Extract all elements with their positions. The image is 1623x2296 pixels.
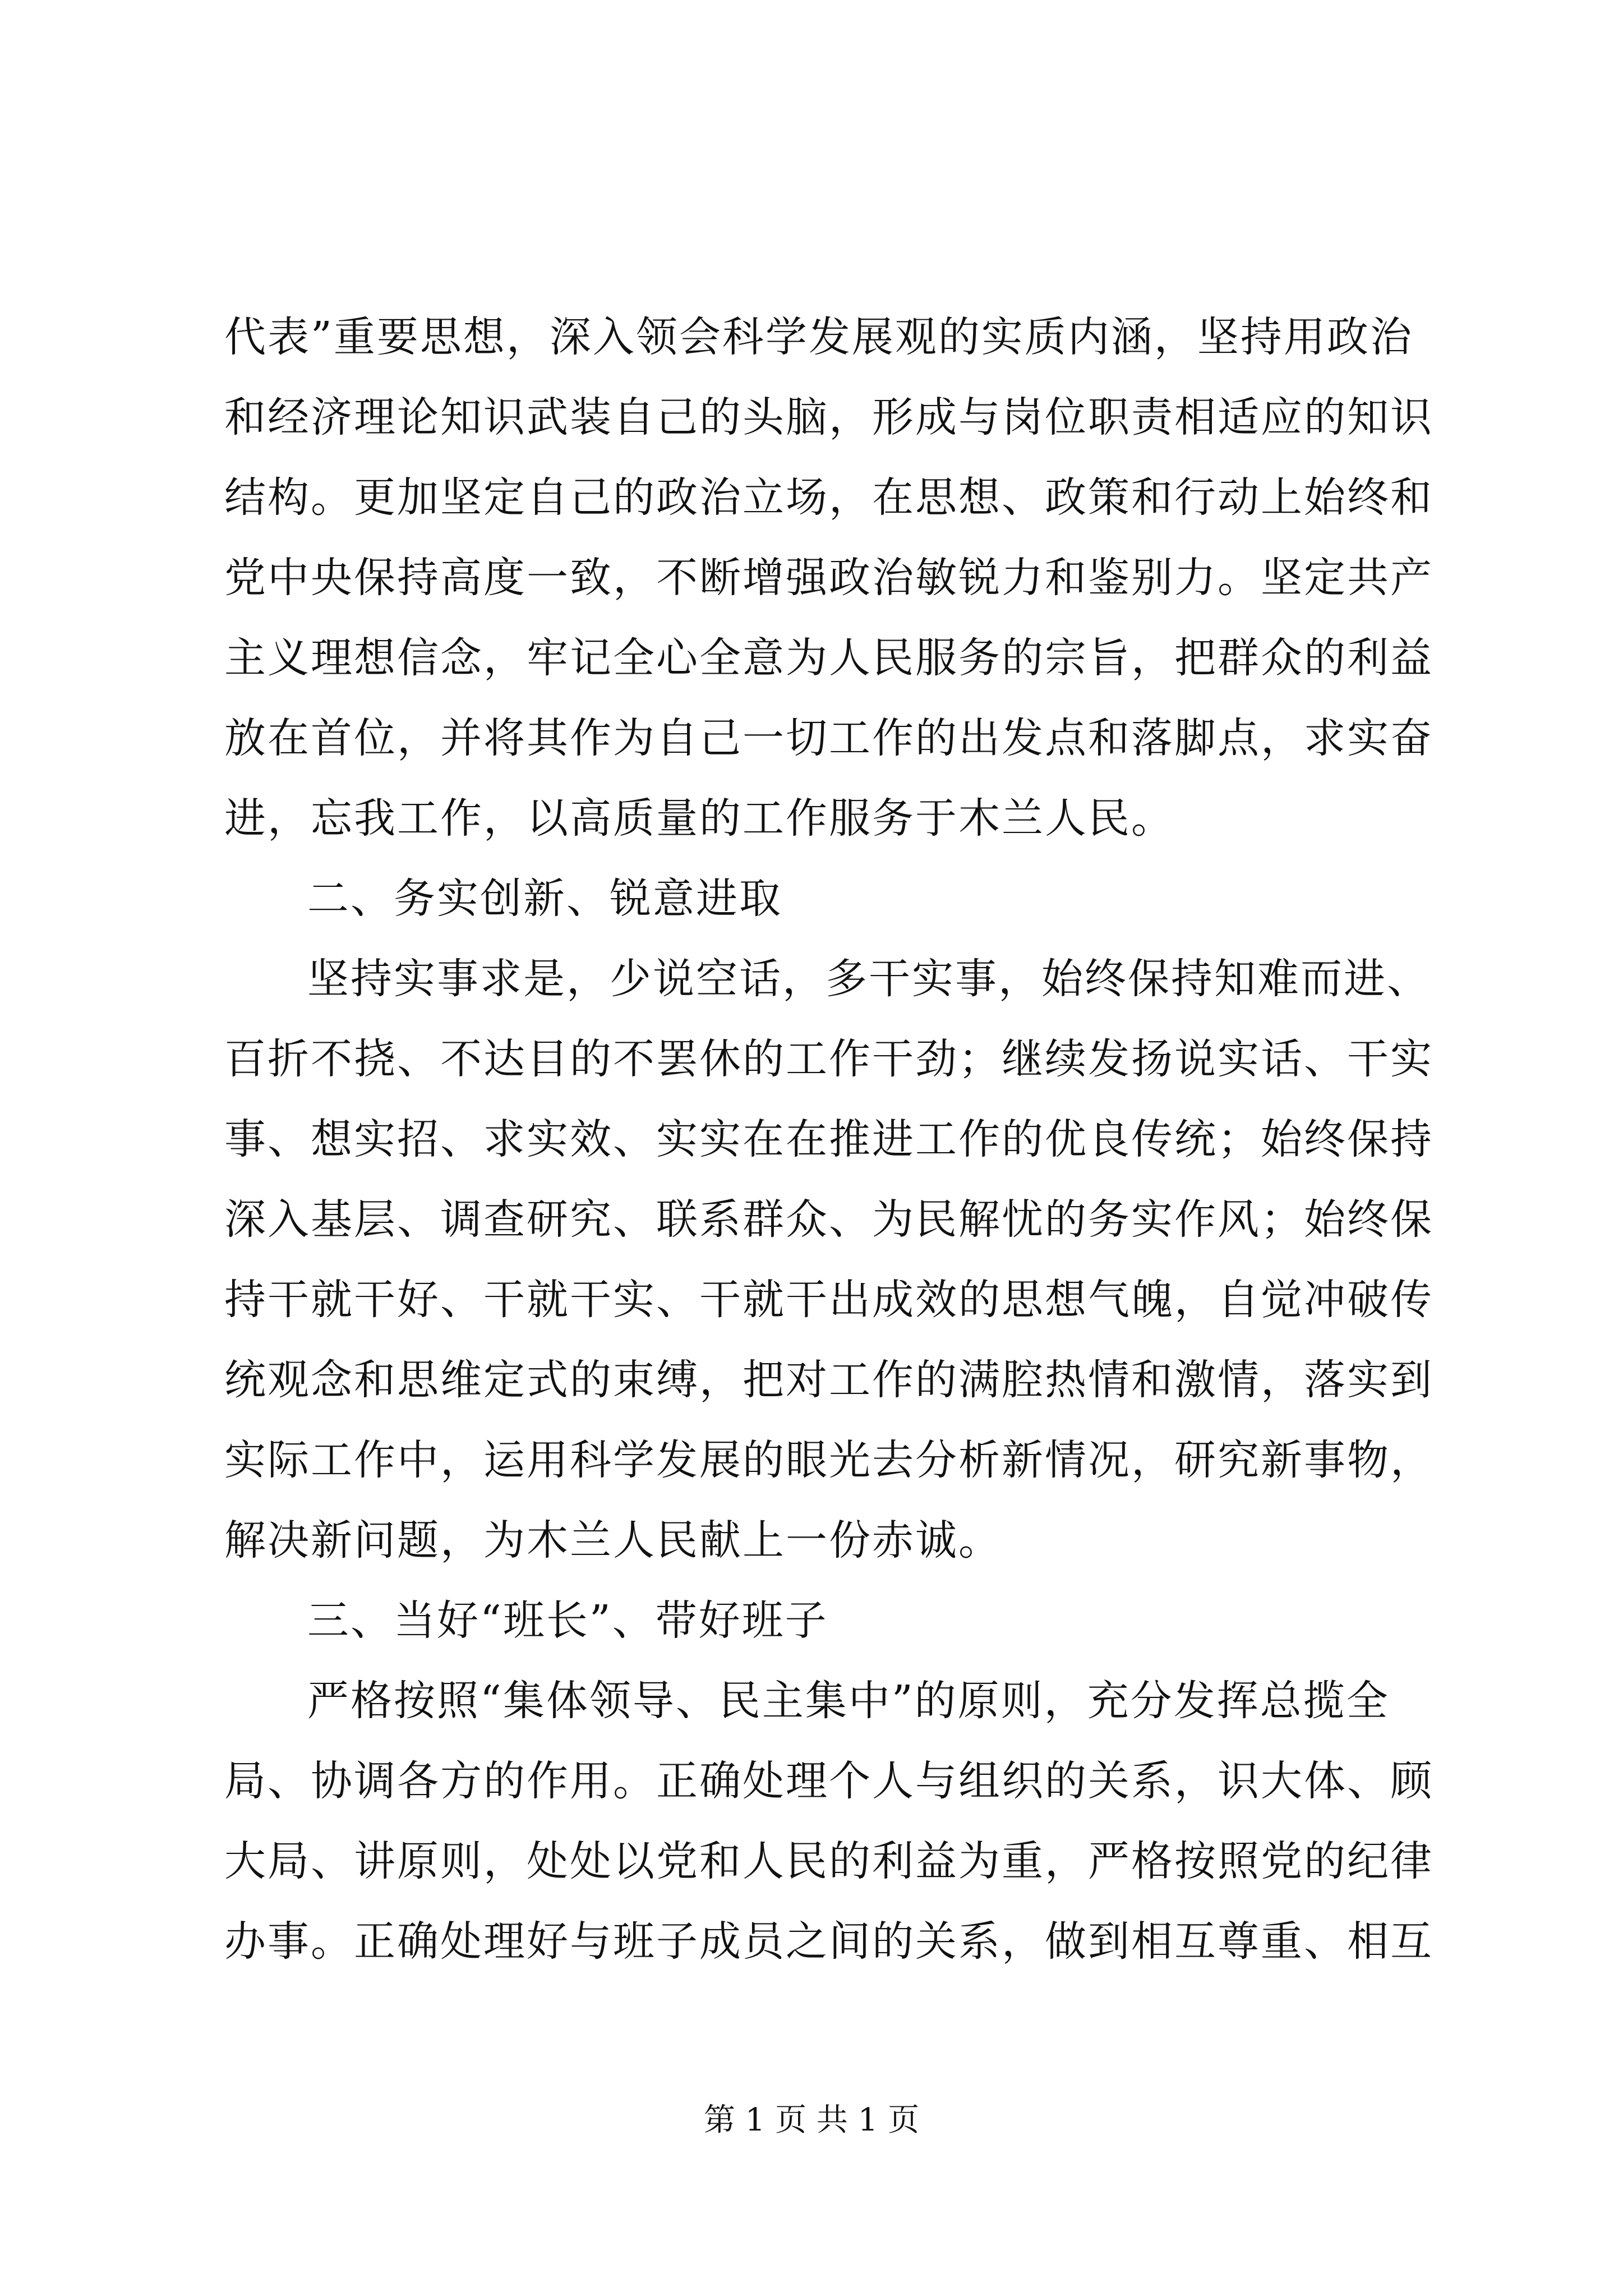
document-body bbox=[224, 297, 1433, 1982]
text-line-12: 深入基层、调查研究、联系群众、为民解忧的务实作风；始终保 bbox=[224, 1195, 1433, 1244]
text-line-21: 办事。正确处理好与班子成员之间的关系，做到相互尊重、相互 bbox=[224, 1917, 1433, 1966]
section-heading-3: 三、当好“班长”、带好班子 bbox=[307, 1596, 828, 1645]
page-number-label: 第 1 页 共 1 页 bbox=[703, 2102, 920, 2138]
text-line-6: 放在首位，并将其作为自己一切工作的出发点和落脚点，求实奋 bbox=[224, 714, 1433, 762]
text-line-11: 事、想实招、求实效、实实在在推进工作的优良传统；始终保持 bbox=[224, 1115, 1433, 1163]
text-line-18: 严格按照“集体领导、民主集中”的原则，充分发挥总揽全 bbox=[307, 1677, 1390, 1725]
section-heading-2: 二、务实创新、锐意进取 bbox=[307, 875, 782, 923]
text-line-2: 和经济理论知识武装自己的头脑，形成与岗位职责相适应的知识 bbox=[224, 393, 1433, 441]
page-footer bbox=[0, 2098, 1623, 2143]
text-line-3: 结构。更加坚定自己的政治立场，在思想、政策和行动上始终和 bbox=[224, 473, 1433, 522]
text-line-14: 统观念和思维定式的束缚，把对工作的满腔热情和激情，落实到 bbox=[224, 1356, 1433, 1404]
text-line-15: 实际工作中，运用科学发展的眼光去分析新情况，研究新事物， bbox=[224, 1436, 1433, 1484]
text-line-5: 主义理想信念，牢记全心全意为人民服务的宗旨，把群众的利益 bbox=[224, 634, 1433, 682]
text-line-1: 代表”重要思想，深入领会科学发展观的实质内涵，坚持用政治 bbox=[224, 313, 1413, 361]
text-line-9: 坚持实事求是，少说空话，多干实事，始终保持知难而进、 bbox=[307, 955, 1430, 1003]
text-line-7: 进，忘我工作，以高质量的工作服务于木兰人民。 bbox=[224, 794, 1174, 843]
text-line-20: 大局、讲原则，处处以党和人民的利益为重，严格按照党的纪律 bbox=[224, 1837, 1433, 1885]
text-line-4: 党中央保持高度一致，不断增强政治敏锐力和鉴别力。坚定共产 bbox=[224, 554, 1433, 602]
text-line-13: 持干就干好、干就干实、干就干出成效的思想气魄，自觉冲破传 bbox=[224, 1276, 1433, 1324]
text-line-10: 百折不挠、不达目的不罢休的工作干劲；继续发扬说实话、干实 bbox=[224, 1035, 1433, 1083]
text-line-19: 局、协调各方的作用。正确处理个人与组织的关系，识大体、顾 bbox=[224, 1757, 1433, 1805]
text-line-16: 解决新问题，为木兰人民献上一份赤诚。 bbox=[224, 1516, 1002, 1565]
